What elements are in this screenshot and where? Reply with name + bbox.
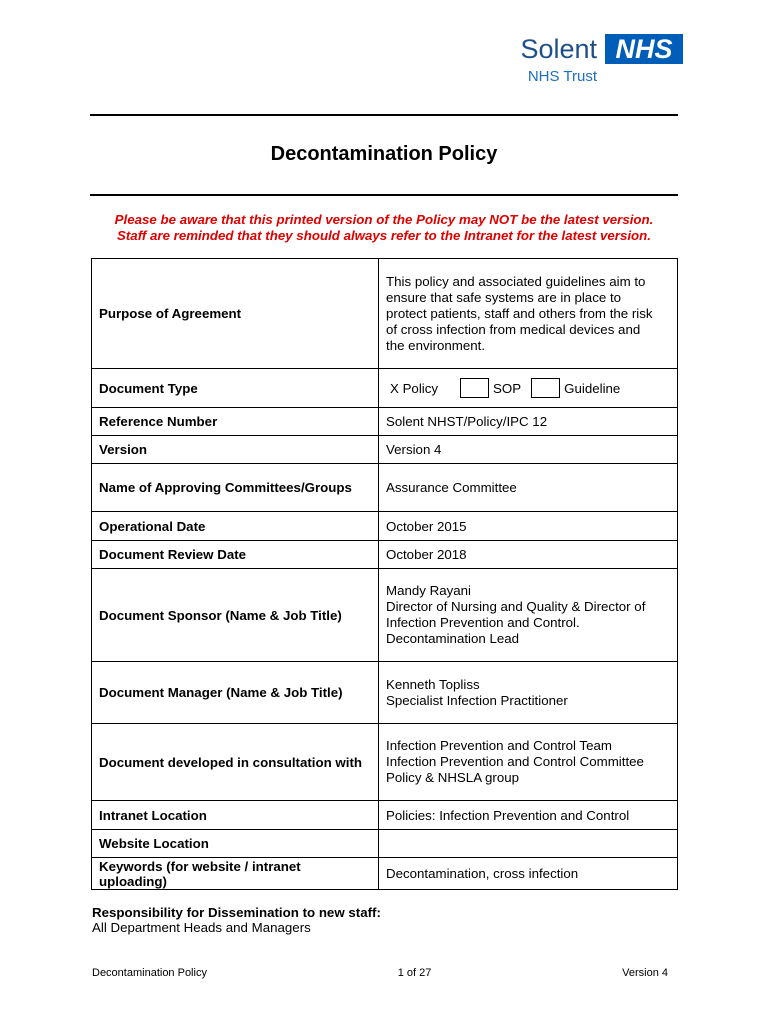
table-row [92, 724, 678, 801]
row-label: Document Type [92, 369, 379, 408]
top-divider [90, 114, 678, 116]
row-value: October 2015 [379, 512, 678, 541]
value-line: Infection Prevention and Control. [386, 615, 580, 630]
table-row [92, 541, 678, 569]
table-row [92, 858, 678, 890]
table-row [92, 408, 678, 436]
row-value [379, 569, 678, 662]
row-label: Website Location [92, 830, 379, 858]
table-row [92, 464, 678, 512]
title-divider [90, 194, 678, 196]
row-value [379, 724, 678, 801]
value-line: protect patients, staff and others from the risk [386, 305, 653, 321]
guideline-option: Guideline [564, 380, 621, 396]
guideline-checkbox [531, 378, 560, 398]
row-label: Name of Approving Committees/Groups [92, 464, 379, 512]
row-label: Intranet Location [92, 801, 379, 830]
row-value: Decontamination, cross infection [379, 858, 678, 890]
solent-nhs-logo [520, 34, 683, 85]
row-label: Document Sponsor (Name & Job Title) [92, 569, 379, 662]
table-row [92, 662, 678, 724]
value-line: the environment. [386, 337, 486, 353]
value-line: ensure that safe systems are in place to [386, 289, 622, 305]
value-line: of cross infection from medical devices and [386, 321, 641, 337]
document-info-table [91, 258, 678, 890]
org-name: Solent [520, 34, 597, 64]
value-line: Policy & NHSLA group [386, 770, 520, 785]
document-type-options [386, 378, 670, 398]
sop-option: SOP [493, 380, 522, 396]
row-value [379, 662, 678, 724]
row-value: Version 4 [379, 436, 678, 464]
value-line: Infection Prevention and Control Committee [386, 754, 644, 769]
dissemination-text: All Department Heads and Managers [92, 920, 311, 935]
value-line: Director of Nursing and Quality & Director of [386, 599, 646, 614]
row-value [379, 830, 678, 858]
table-row [92, 801, 678, 830]
dissemination-heading: Responsibility for Dissemination to new staff: [92, 905, 381, 920]
trust-name: NHS Trust [527, 68, 597, 85]
dissemination-section [92, 905, 381, 935]
row-label: Version [92, 436, 379, 464]
page-footer [92, 967, 668, 979]
row-value: October 2018 [379, 541, 678, 569]
row-label: Reference Number [92, 408, 379, 436]
value-line: Kenneth Topliss [386, 676, 480, 692]
page-number: 1 of 27 [397, 967, 432, 979]
row-label: Purpose of Agreement [92, 259, 379, 369]
logo-text [520, 34, 597, 85]
row-value [379, 369, 678, 408]
table-row [92, 259, 678, 369]
value-line: Infection Prevention and Control Team [386, 738, 612, 753]
row-value: Assurance Committee [379, 464, 678, 512]
table-row [92, 512, 678, 541]
policy-option: X Policy [390, 380, 439, 396]
value-line: Decontamination Lead [386, 631, 520, 646]
row-label: Document developed in consultation with [92, 724, 379, 801]
row-label: Operational Date [92, 512, 379, 541]
value-line: This policy and associated guidelines aim to [386, 273, 646, 289]
table-row [92, 436, 678, 464]
warning-line-2: Staff are reminded that they should always refer to the Intranet for the latest version. [117, 228, 651, 243]
row-value: Solent NHST/Policy/IPC 12 [379, 408, 678, 436]
row-value [379, 259, 678, 369]
print-warning [0, 212, 768, 244]
value-line: Specialist Infection Practitioner [386, 692, 568, 708]
nhs-mark: NHS [605, 34, 683, 64]
row-value: Policies: Infection Prevention and Control [379, 801, 678, 830]
footer-version: Version 4 [622, 967, 668, 979]
row-label: Document Manager (Name & Job Title) [92, 662, 379, 724]
document-title: Decontamination Policy [270, 143, 498, 165]
value-line: Mandy Rayani [386, 583, 471, 598]
footer-title: Decontamination Policy [92, 967, 207, 979]
row-label: Document Review Date [92, 541, 379, 569]
sop-checkbox [460, 378, 489, 398]
row-label: Keywords (for website / intranet uploading) [92, 858, 379, 890]
warning-line-1: Please be aware that this printed version of the Policy may NOT be the latest version. [114, 212, 654, 227]
table-row [92, 830, 678, 858]
table-row [92, 569, 678, 662]
table-row [92, 369, 678, 408]
